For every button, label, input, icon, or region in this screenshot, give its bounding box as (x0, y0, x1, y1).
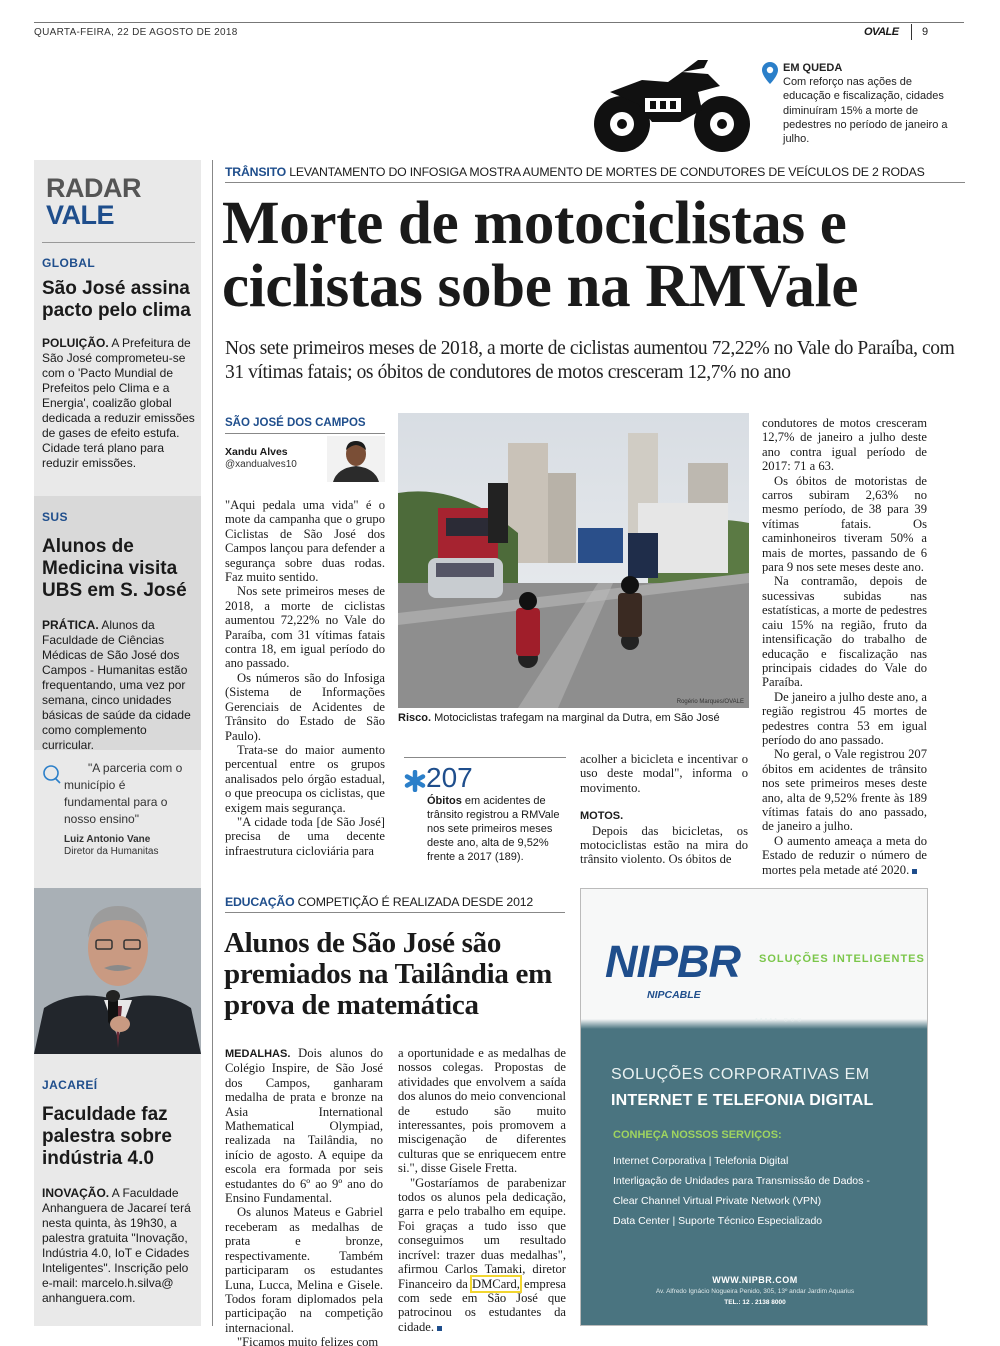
radar-vale-logo (46, 175, 141, 229)
paragraph: Os óbitos de motoristas de carros subiram 2,63% no mesmo período, de 38 para 39 vítimas fatais. Os caminhoneiros tiveram 50% a mais de mortes, passando de 6 para 9 nos sete meses deste ano. (762, 473, 927, 575)
ad-phone: TEL.: 12 . 2138 8000 (724, 1299, 786, 1306)
ad-service-item: Clear Channel Virtual Private Network (VPN) (613, 1195, 822, 1207)
top-rule (34, 22, 964, 23)
kicker-text: COMPETIÇÃO É REALIZADA DESDE 2012 (297, 895, 533, 909)
byline-rule (225, 433, 385, 434)
sidebar-body-text: A Faculdade Anhanguera de Jacareí terá nesta quinta, às 19h30, a palestra gratuita "Inovação, Indústria 4.0, IoT e Cidades Inteligentes". Inscrição pelo e-mail: marcelo.h.silva@ anhanguera.com. (42, 1186, 191, 1305)
edu-lead: MEDALHAS. (225, 1048, 291, 1060)
location-pin-icon (762, 62, 778, 84)
quote-role: Diretor da Humanitas (64, 846, 159, 857)
sidebar-headline: Faculdade faz palestra sobre indústria 4.0 (42, 1104, 172, 1169)
end-mark (912, 869, 917, 874)
main-column-3 (580, 752, 748, 867)
em-queda-text: Com reforço nas ações de educação e fiscalização, cidades diminuíram 15% a morte de pedestres no período de janeiro a julho. (783, 76, 948, 146)
ad-address: Av. Alfredo Ignácio Nogueira Penido, 305, 13º andar Jardim Aquarius (655, 1288, 855, 1295)
sidebar-body (42, 618, 195, 753)
caption-lead: Risco. (398, 712, 432, 724)
main-headline: Morte de motociclistas e ciclistas sobe na RMVale (222, 190, 859, 320)
paragraph: No geral, o Vale registrou 207 óbitos em acidentes de trânsito nos sete primeiros meses deste ano, alta de 9,52% frente às 189 vítimas fatais do ano passado, de janeiro a julho. (762, 747, 927, 834)
motorcyclists-photo (398, 413, 749, 708)
sidebar-lead: POLUIÇÃO. (42, 336, 109, 350)
paragraph: "Aqui pedala uma vida" é o mote da campanha que o grupo Ciclistas de São José dos Campos lançou para defender a segurança sobre duas rodas. Faz muito sentido. (225, 498, 385, 585)
sidebar-rule (42, 242, 195, 243)
end-mark (437, 1326, 442, 1331)
paragraph: condutores de motos cresceram 12,7% de janeiro a julho deste ano contra igual período de 2017: 71 a 63. (762, 416, 927, 474)
em-queda-box (783, 61, 958, 146)
speech-bubble-icon (42, 764, 62, 784)
column-divider (212, 888, 213, 1326)
brand-logo: OVALE (864, 26, 899, 38)
ad-headline-2: INTERNET E TELEFONIA DIGITAL (611, 1092, 874, 1109)
nipbr-advertisement[interactable] (580, 888, 928, 1326)
paragraph (225, 1046, 383, 1205)
paragraph: Os números são do Infosiga (Sistema de Informações Gerenciais de Acidentes de Trânsito do Estado de São Paulo). (225, 670, 385, 743)
stat-body: em acidentes de trânsito registrou a RMVale nos sete primeiros meses deste ano, alta de 9,52% frente a 2017 (189). (427, 795, 560, 863)
vale-word: VALE (46, 200, 115, 230)
ad-services-title: CONHEÇA NOSSOS SERVIÇOS: (613, 1129, 782, 1141)
edu-kicker (225, 895, 565, 909)
paragraph: De janeiro a julho deste ano, a região registrou 45 mortes de pedestres contra 53 em igual período do ano passado. (762, 689, 927, 747)
ad-headline-1: SOLUÇÕES CORPORATIVAS EM (611, 1066, 870, 1083)
motorcycle-icon (590, 52, 755, 157)
photo-credit: Rogério Marques/OVALE (676, 699, 744, 705)
sidebar-lead: INOVAÇÃO. (42, 1186, 110, 1200)
quote-text: "A parceria com o município é fundamental para o nosso ensino" (64, 761, 183, 826)
paragraph: Na contramão, depois de sucessivas subidas nas estatísticas, a morte de pedestres caiu 15% na região, fruto da intensificação do trabalho de educação e fiscalização nas principais cidades do Vale do Paraíba. (762, 574, 927, 690)
ad-services-list (613, 1151, 913, 1231)
photo-caption (398, 712, 758, 725)
sidebar-body-text: A Prefeitura de São José comprometeu-se com o 'Pacto Mundial de Prefeitos pelo Clima e a Energia', coalizão global dedicada a reduzir emissões de gases de efeito estufa. Cidade terá plano para reduzir emissões. (42, 336, 195, 470)
ad-service-item: Data Center | Suporte Técnico Especializado (613, 1215, 823, 1227)
sidebar-item-sus (42, 510, 195, 753)
kicker-rule (225, 912, 565, 913)
stat-number: 207 (426, 762, 473, 793)
dmcard-highlight: DMCard, (472, 1276, 520, 1291)
sidebar-body (42, 336, 195, 471)
radar-word: RADAR (46, 173, 141, 203)
paragraph (398, 1176, 566, 1334)
sidebar-headline: Alunos de Medicina visita UBS em S. José (42, 536, 187, 601)
paragraph: "A cidade toda [de São José] precisa de uma decente infraestrutura cicloviária para (225, 814, 385, 858)
ad-dots: ••••• ○○○ (755, 1015, 804, 1024)
ad-service-item: Internet Corporativa | Telefonia Digital (613, 1155, 789, 1167)
kicker-section: EDUCAÇÃO (225, 895, 295, 909)
paragraph: acolher a bicicleta e incentivar o uso deste modal", informa o movimento. (580, 752, 748, 795)
quote-author: Luiz Antonio Vane (64, 834, 151, 845)
author-name: Xandu Alves (225, 446, 288, 458)
edu-lead-text: Dois alunos do Colégio Inspire, de São José dos Campos, ganharam medalha de prata e bronze na Asia International Mathematical Olympiad, realizada na Tailândia, no início de agosto. A equipe da escola era formada por seis estudantes do 6º ao 9º ano do Ensino Fundamental. (225, 1046, 383, 1206)
dateline-location: SÃO JOSÉ DOS CAMPOS (225, 417, 366, 429)
sidebar-section-label: SUS (42, 510, 68, 524)
final-paragraph-text: O aumento ameaça a meta do Estado de reduzir o número de mortes pela metade até 2020. (762, 833, 927, 877)
kicker-text: LEVANTAMENTO DO INFOSIGA MOSTRA AUMENTO DE MORTES DE CONDUTORES DE VEÍCULOS DE 2 RODAS (289, 165, 925, 179)
sidebar-body (42, 1186, 195, 1306)
paragraph: Trata-se do maior aumento percentual entre os grupos analisados pelo órgão estadual, o que preocupa os ciclistas, que exigem mais segurança. (225, 742, 385, 815)
quote-text: "Gostaríamos de parabenizar todos os alunos pela dedicação, garra e pelo trabalho em equipe. Foi graças a tudo isso que conseguimos um resultado incrível: trazer duas medalhas", afirmou Carlos Tamaki, diretor Financeiro da (398, 1175, 566, 1291)
ad-brand-logo: NIPBR (605, 936, 741, 987)
kicker-rule (225, 182, 965, 183)
paragraph: Nos sete primeiros meses de 2018, a morte de ciclistas aumentou 72,22% no Vale do Paraíba, com 31 vítimas fatais contra 18, em igual período do ano passado. (225, 584, 385, 671)
sidebar-body-text: Alunos da Faculdade de Ciências Médicas de São José dos Campos - Humanitas estão frequentando, uma vez por semana, cinco unidades básicas de saúde da cidade como complemento curricular. (42, 618, 191, 752)
edu-headline: Alunos de São José são premiados na Tailândia em prova de matemática (224, 927, 552, 1021)
kicker-section: TRÂNSITO (225, 165, 287, 179)
sidebar-headline: São José assina pacto pelo clima (42, 278, 191, 321)
main-subheadline: Nos sete primeiros meses de 2018, a morte de ciclistas aumentou 72,22% no Vale do Paraíba, com 31 vítimas fatais; os óbitos de condutores de motos cresceram 12,7% no ano (225, 338, 955, 383)
asterisk-icon (404, 770, 426, 792)
ad-sub-brand: NIPCABLE (647, 989, 701, 1001)
paragraph: "Ficamos muito felizes com (237, 1335, 379, 1346)
author-handle: @xandualves10 (225, 459, 297, 470)
edu-column-1 (225, 1046, 383, 1346)
author-photo (327, 436, 385, 482)
em-queda-title: EM QUEDA (783, 62, 843, 74)
stat-label: Óbitos (427, 795, 462, 807)
edu-column-2 (398, 1046, 566, 1334)
page-number: 9 (922, 26, 929, 38)
column-divider (212, 160, 213, 892)
main-column-1 (225, 498, 385, 858)
paragraph: a oportunidade e as medalhas de nossos colegas. Propostas de atividades que envolvem a saída dos alunos do meio convencional de estudo são muito interessantes, pois promovem a miscigenação de diferentes culturas que se enriquecem entre si.", disse Gisele Fretta. (398, 1046, 566, 1176)
sidebar-section-label: JACAREÍ (42, 1078, 98, 1092)
paragraph: Os alunos Mateus e Gabriel receberam as medalhas de prata e bronze, respectivamente. Também participaram os estudantes Luna, Lucca, Melina e Gisele. Todos foram diplomados pela participação na competição internacional. (225, 1205, 383, 1335)
paragraph: Depois das bicicletas, os motociclistas estão na mira do trânsito violento. Os óbitos de (580, 823, 748, 867)
paragraph (762, 834, 927, 877)
ad-url[interactable]: WWW.NIPBR.COM (712, 1275, 798, 1285)
sidebar-section-label: GLOBAL (42, 256, 96, 270)
main-kicker (225, 165, 965, 179)
ad-tagline: SOLUÇÕES INTELIGENTES (759, 953, 925, 965)
quote-end: empresa com sede em São José que patrocinou os estudantes da cidade. (398, 1276, 567, 1334)
stat-rule (404, 757, 566, 758)
caption-text: Motociclistas trafegam na marginal da Dutra, em São José (431, 712, 720, 724)
ad-service-item: Interligação de Unidades para Transmissão de Dados - (613, 1175, 870, 1187)
sidebar-quote (64, 760, 194, 858)
sidebar-item-global (42, 256, 195, 471)
stat-text (427, 794, 567, 864)
main-column-4 (762, 416, 927, 877)
portrait-photo (34, 888, 201, 1054)
header-divider (911, 24, 912, 40)
page-date: QUARTA-FEIRA, 22 DE AGOSTO DE 2018 (34, 27, 238, 38)
sidebar-item-jacarei (42, 1078, 195, 1306)
sidebar-lead: PRÁTICA. (42, 618, 99, 632)
motos-subhead: MOTOS. (580, 810, 624, 823)
